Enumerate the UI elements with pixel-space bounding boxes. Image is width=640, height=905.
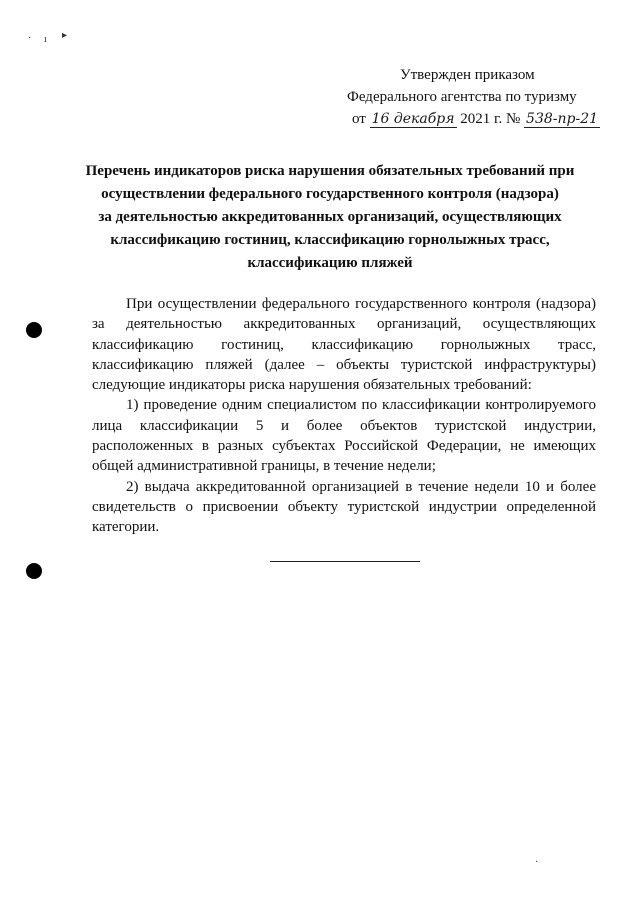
indicator-item-2: 2) выдача аккредитованной организацией в течение недели 10 и более свидетельств о присвоении объекту туристской индустрии определенной категории.	[92, 478, 596, 536]
approval-date-line	[352, 108, 600, 130]
punch-hole-dot	[26, 322, 42, 338]
title-line: осуществлении федерального государственного контроля (надзора)	[101, 186, 559, 202]
approval-line-2: Федерального агентства по туризму	[347, 89, 577, 105]
title-line: классификацию гостиниц, классификацию горнолыжных трасс,	[110, 232, 550, 248]
document-body	[92, 294, 596, 538]
indicator-item-1: 1) проведение одним специалистом по классификации контролируемого лица классификации 5 и более объектов туристской индустрии, расположенных в разных субъектах Российской Федерации, не имеющих общей административной границы, в течение недели;	[92, 397, 596, 475]
handwritten-date: 16 декабря	[371, 111, 455, 127]
end-separator-line	[270, 561, 420, 562]
document-title	[80, 160, 580, 275]
punch-hole-dot	[26, 563, 42, 579]
title-line: за деятельностью аккредитованных организаций, осуществляющих	[98, 209, 562, 225]
scan-mark: ·	[28, 33, 32, 44]
handwritten-order-number: 538-пр-21	[526, 111, 599, 127]
scan-mark: ·	[535, 857, 539, 868]
intro-paragraph: При осуществлении федерального государственного контроля (надзора) за деятельностью аккредитованных организаций, осуществляющих классификацию гостиниц, классификацию горнолыжных трасс, классификацию пляжей (далее – объекты туристской инфраструктуры) следующие индикаторы риска нарушения обязательных требований:	[92, 296, 596, 394]
scan-mark: ▸	[62, 30, 68, 41]
title-line: классификацию пляжей	[247, 255, 413, 271]
title-line: Перечень индикаторов риска нарушения обязательных требований при	[85, 163, 575, 179]
date-prefix: от	[352, 111, 366, 127]
year-text: 2021 г. №	[460, 111, 521, 127]
approval-line-1: Утвержден приказом	[400, 67, 535, 83]
scan-mark: ı	[44, 34, 47, 45]
